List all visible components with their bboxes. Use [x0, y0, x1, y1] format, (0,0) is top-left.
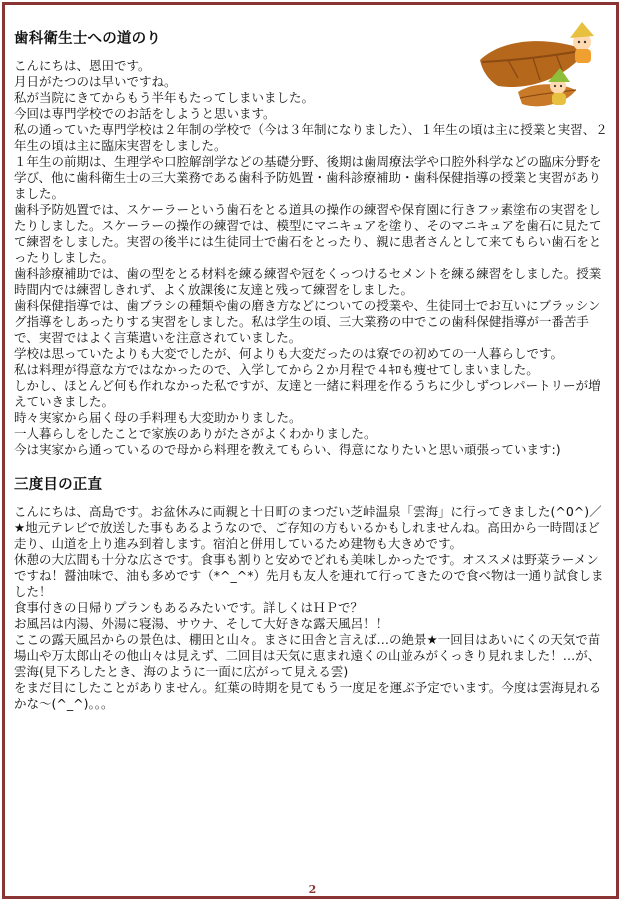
paragraph: １年生の前期は、生理学や口腔解剖学などの基礎分野、後期は歯周療法学や口腔外科学などの臨床分野を学び、他に歯科衛生士の三大業務である歯科予防処置・歯科診療補助・歯科保健指導の授業と実習がありました。	[14, 154, 602, 201]
section-title-third-time-lucky: 三度目の正直	[14, 477, 103, 493]
paragraph: 私の通っていた専門学校は２年制の学校で（今は３年制になりました）、１年生の頃は主に授業と実習、２年生の頃は主に臨床実習をしました。	[14, 122, 608, 153]
paragraph: 今回は専門学校でのお話をしようと思います。	[14, 106, 276, 121]
paragraph: 学校は思っていたよりも大変でしたが、何よりも大変だったのは寮での初めての一人暮らしです。	[14, 346, 564, 361]
section-dental-hygienist	[14, 28, 610, 458]
paragraph: 私は料理が得意な方ではなかったので、入学してから２か月程で４ｷﾛも痩せてしまいました。	[14, 362, 539, 377]
page-number: 2	[308, 883, 317, 896]
paragraph: しかし、ほとんど何も作れなかった私ですが、友達と一緒に料理を作るうちに少しずつレパートリーが増えていきました。	[14, 378, 601, 409]
paragraph: こんにちは、高島です。お盆休みに両親と十日町のまつだい芝峠温泉「雲海」に行ってきました(^0^)／★地元テレビで放送した事もあるようなので、ご存知の方もいるかもしれませんね。高田から一時間ほど走り、山道を上り進み到着します。宿泊と併用しているため建物も大きめです。	[14, 504, 602, 551]
newsletter-content	[14, 10, 610, 712]
paragraph: をまだ目にしたことがありません。紅葉の時期を見てもう一度足を運ぶ予定でいます。今度は雲海見れるかな～(^_^)。。。	[14, 680, 602, 711]
paragraph: 月日がたつのは早いですね。	[14, 74, 177, 89]
paragraph: ここの露天風呂からの景色は、棚田と山々。まさに田舎と言えば…の絶景★一回目はあいにくの天気で苗場山や万太郎山その他山々は見えず、二回目は天気に恵まれ遠くの山並みがくっきり見れました！…が、雲海(見下ろしたとき、海のように一面に広がって見える雲)	[14, 632, 601, 679]
paragraph: 歯科保健指導では、歯ブラシの種類や歯の磨き方などについての授業や、生徒同士でお互いにブラッシング指導をしあったりする実習をしました。私は学生の頃、三大業務の中でこの歯科保健指導が一番苦手で、実習ではよく言葉遣いを注意されていました。	[14, 298, 601, 345]
paragraph: 私が当院にきてからもう半年もたってしまいました。	[14, 90, 315, 105]
paragraph: こんにちは、恩田です。	[14, 58, 151, 73]
paragraph: 休憩の大広間も十分な広さです。食事も割りと安めでどれも美味しかったです。オススメは野菜ラーメンですね！醤油味で、油も多めです（*^_^*）先月も友人を連れて行ってきたので食べ物は一通り試食しました！	[14, 552, 604, 599]
paragraph: 今は実家から通っているので母から料理を教えてもらい、得意になりたいと思い頑張っています:)	[14, 442, 561, 457]
paragraph: 時々実家から届く母の手料理も大変助かりました。	[14, 410, 302, 425]
section-title-dental-hygienist: 歯科衛生士への道のり	[14, 31, 161, 47]
paragraph: お風呂は内湯、外湯に寝湯、サウナ、そして大好きな露天風呂！！	[14, 616, 389, 631]
paragraph: 食事付きの日帰りプランもあるみたいです。詳しくはＨＰで？	[14, 600, 364, 615]
paragraph: 一人暮らしをしたことで家族のありがたさがよくわかりました。	[14, 426, 377, 441]
section-third-time-lucky	[14, 474, 610, 712]
paragraph: 歯科診療補助では、歯の型をとる材料を練る練習や冠をくっつけるセメントを練る練習をしました。授業時間内では練習しきれず、よく放課後に友達と残って練習をしました。	[14, 266, 602, 297]
paragraph: 歯科予防処置では、スケーラーという歯石をとる道具の操作の練習や保育園に行きフッ素塗布の実習をしたりしました。スケーラーの操作の練習では、模型にマニキュアを塗り、そのマニキュアを歯石に見たてて練習をしました。実習の後半には生徒同士で歯石をとったり、親に患者さんとして来てもらい歯石をとったりしました。	[14, 202, 602, 265]
